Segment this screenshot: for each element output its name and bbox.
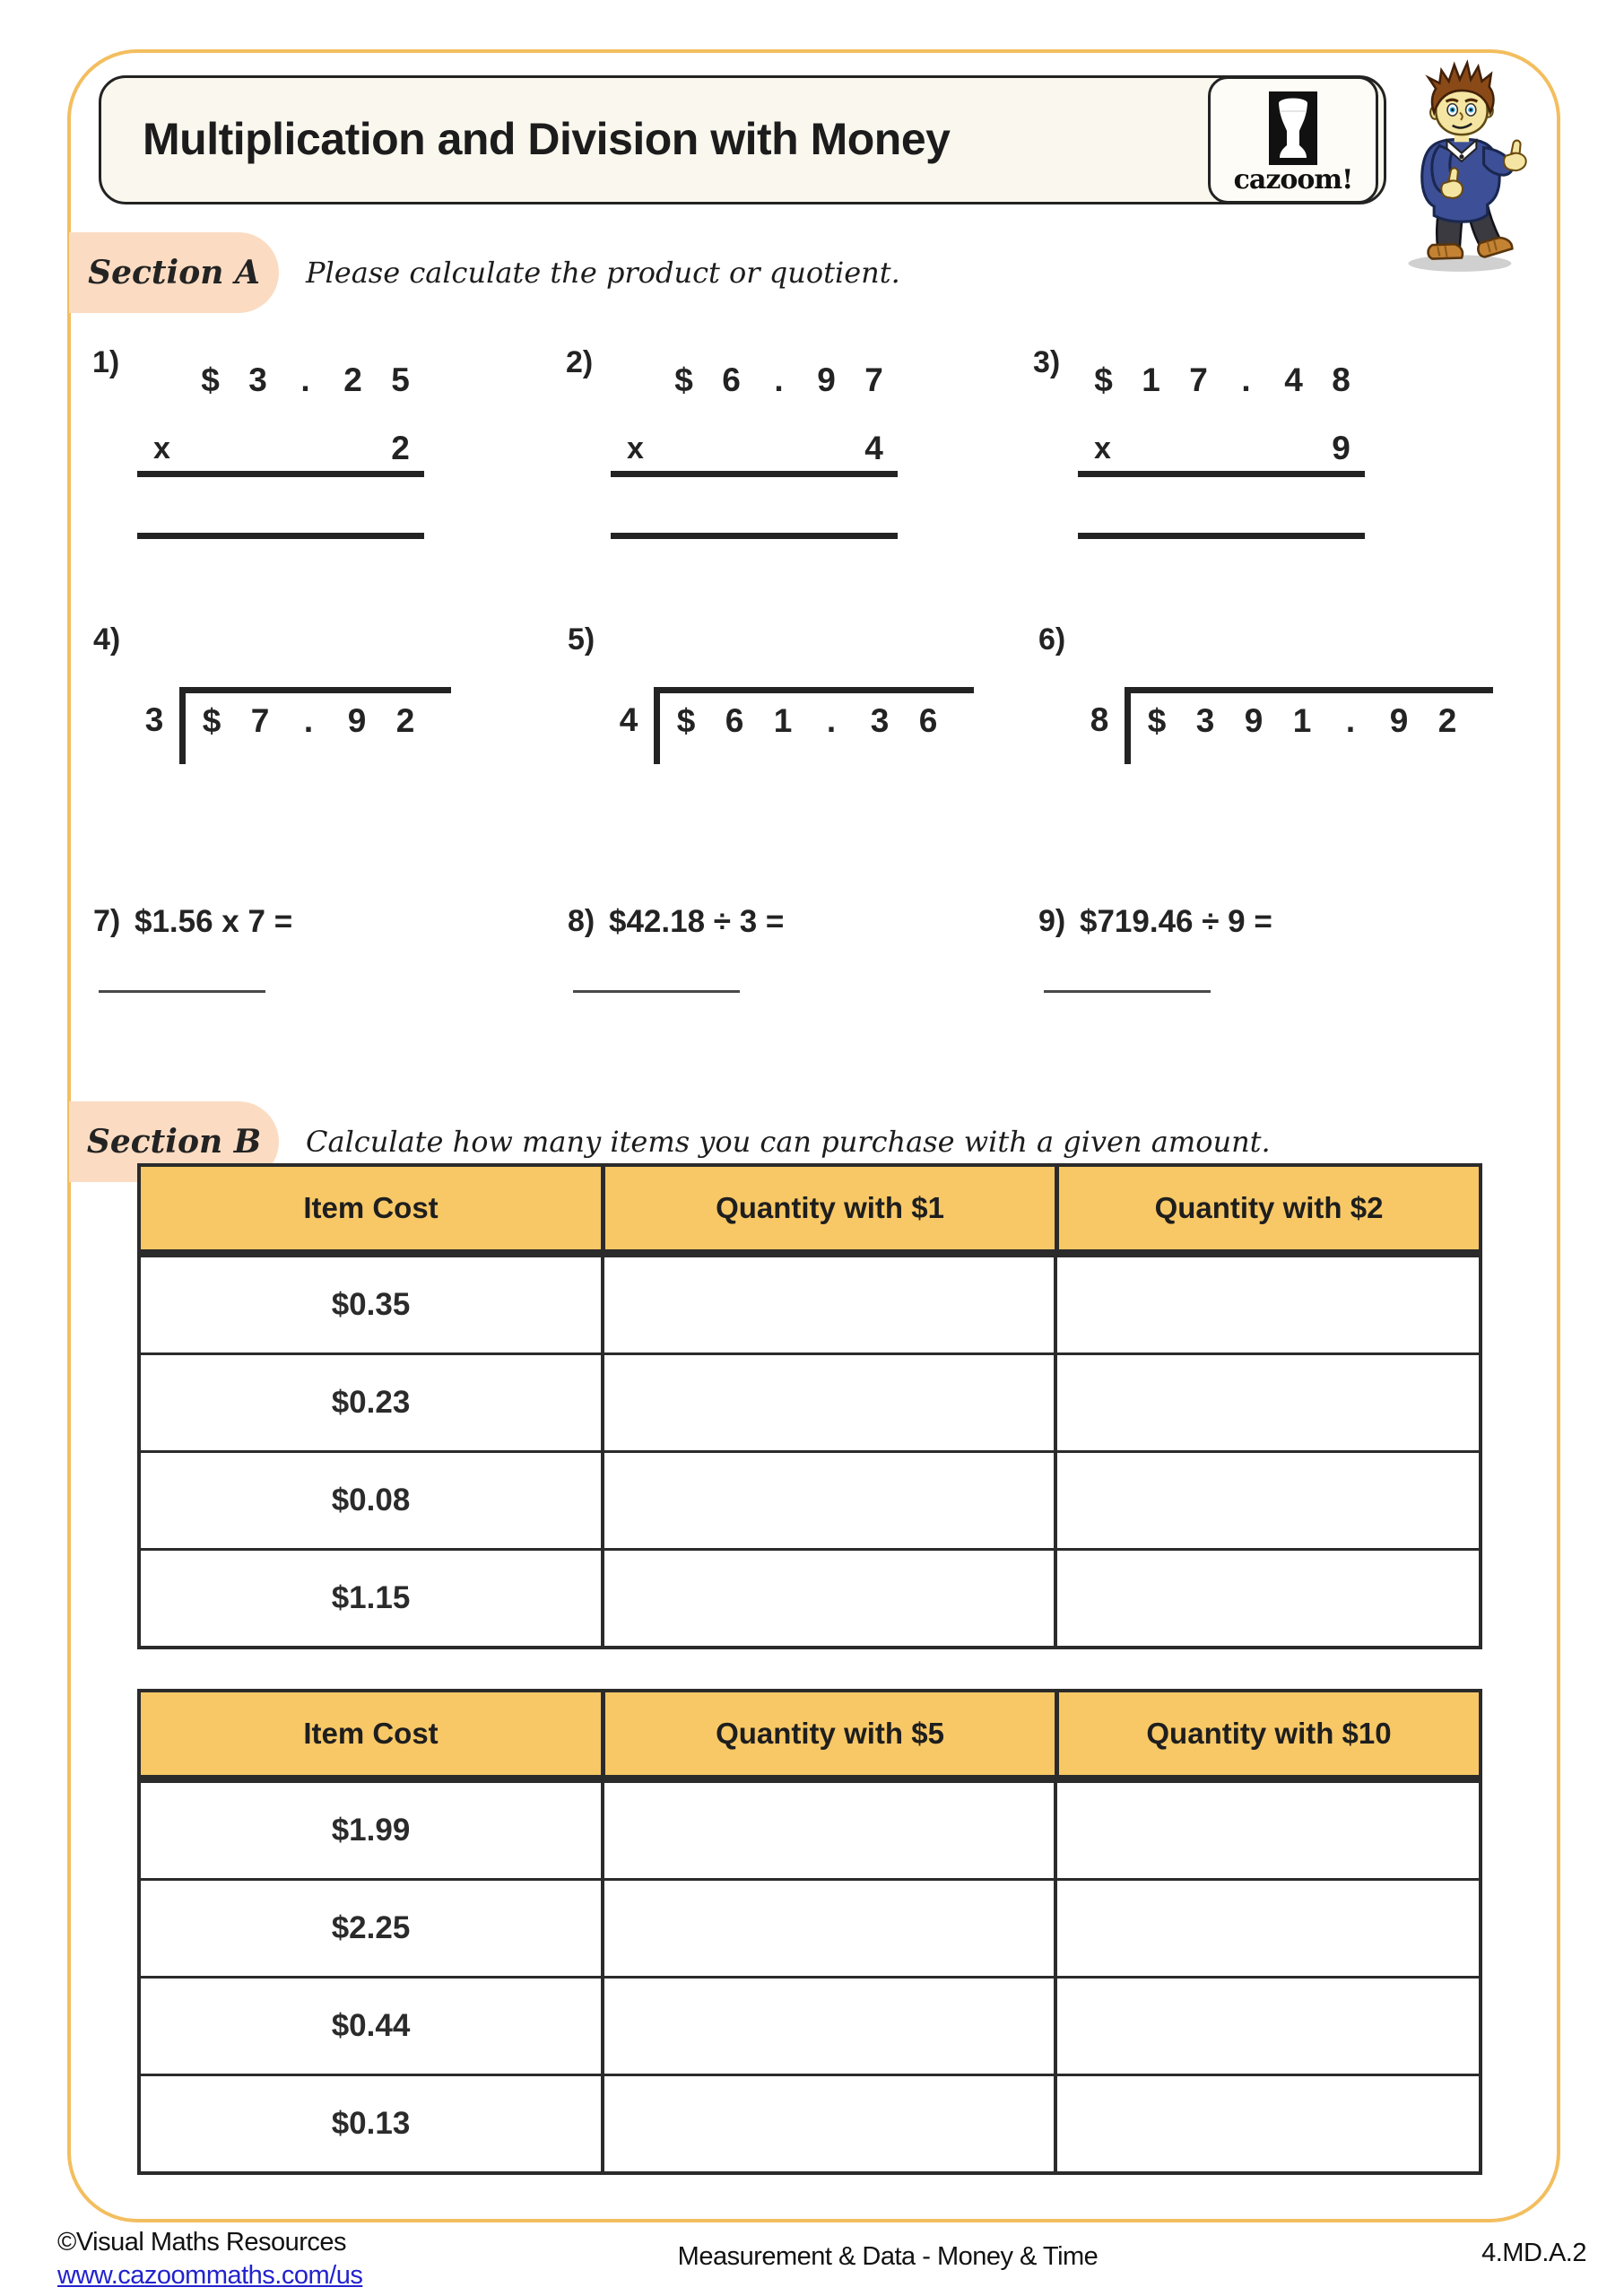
digit: 1 [773,702,793,739]
multiply-sign: x [627,431,644,465]
digit: $ [1094,361,1113,398]
item-cost-cell: $1.99 [331,1813,411,1848]
digit: 9 [347,702,367,739]
copyright-text: ©Visual Maths Resources [57,2228,347,2257]
division-bracket [1125,687,1493,764]
multiplier-digit: 9 [1332,430,1350,466]
problem-6 [1038,622,1493,764]
divisor: 8 [1090,701,1109,738]
section-a-instruction: Please calculate the product or quotient. [306,256,900,290]
table-row [141,1878,1479,1976]
problem-number: 8) [568,904,595,938]
digit: 9 [1389,702,1409,739]
table-row [141,2074,1479,2171]
problem-7 [93,904,293,939]
multiplicand-row [137,360,424,401]
problem-number: 9) [1038,904,1066,938]
problem-number: 4) [93,622,121,657]
division-bracket [654,687,974,764]
purchase-table-1 [137,1163,1482,1649]
answer-cell [1054,1551,1479,1646]
digit: 9 [1244,702,1264,739]
multiplication-layout [1078,360,1365,539]
multiply-sign: x [153,431,170,465]
answer-cell [1054,1453,1479,1548]
digit: 7 [250,702,270,739]
column-header: Item Cost [303,1717,439,1750]
answer-cell [1054,1783,1479,1878]
digit: 2 [343,361,362,398]
item-cost-cell: $1.15 [331,1580,411,1615]
digit: $ [674,361,693,398]
digit: 2 [1437,702,1457,739]
multiplicand-row [611,360,898,401]
digit: 8 [1332,361,1350,398]
answer-cell [1054,1881,1479,1976]
problem-number: 2) [566,345,594,379]
digit: 6 [918,702,938,739]
answer-cell [601,1453,1054,1548]
digit: . [300,361,310,398]
digit: 7 [1189,361,1208,398]
table-row [141,1255,1479,1352]
digit: 3 [248,361,267,398]
problem-3 [1033,345,1367,539]
table-row [141,1548,1479,1646]
division-bracket [179,687,451,764]
item-cost-cell: $0.44 [331,2008,411,2043]
digit: 1 [1292,702,1312,739]
answer-line [137,471,424,477]
item-cost-cell: $0.35 [331,1287,411,1322]
answer-cell [601,1783,1054,1878]
table-header-row [141,1692,1479,1780]
expression: $719.46 ÷ 9 = [1080,904,1272,939]
item-cost-cell: $0.13 [331,2106,411,2141]
answer-line [1044,990,1211,993]
multiplier-digit: 2 [391,430,410,466]
problem-5 [568,622,974,764]
divisor: 4 [619,701,638,738]
answer-cell [601,2076,1054,2171]
expression: $1.56 x 7 = [135,904,293,939]
multiplication-layout [611,360,898,539]
cazoom-drum-icon [1269,91,1317,165]
problem-2 [566,345,899,539]
digit: 4 [1284,361,1303,398]
answer-line [611,471,898,477]
long-division-layout [604,687,974,764]
item-cost-cell: $2.25 [331,1910,411,1945]
answer-line [1078,533,1365,539]
problem-9 [1038,904,1272,939]
section-b-instruction: Calculate how many items you can purchase with a given amount. [306,1125,1271,1159]
digit: $ [201,361,220,398]
multiplication-layout [137,360,424,539]
section-b-label-text: Section B [86,1123,262,1161]
answer-line [99,990,265,993]
answer-cell [601,1979,1054,2074]
digit: 7 [864,361,883,398]
section-a-label-text: Section A [88,254,260,291]
answer-cell [601,1551,1054,1646]
item-cost-cell: $0.23 [331,1385,411,1420]
digit: . [826,702,837,739]
digit: $ [676,702,696,739]
answer-cell [1054,1257,1479,1352]
column-header: Item Cost [303,1191,439,1224]
answer-line [1078,471,1365,477]
answer-line [611,533,898,539]
table-row [141,1780,1479,1878]
answer-line [137,533,424,539]
digit: 6 [725,702,744,739]
digit: 9 [817,361,836,398]
column-header: Quantity with $10 [1055,1692,1479,1775]
answer-cell [601,1257,1054,1352]
multiply-sign: x [1094,431,1111,465]
answer-cell [601,1355,1054,1450]
problem-number: 1) [92,345,120,379]
multiplier-digit: 4 [864,430,883,466]
long-division-layout [129,687,451,764]
digit: . [1345,702,1356,739]
cazoom-logo-text: cazoom! [1233,164,1353,196]
problem-number: 3) [1033,345,1061,379]
long-division-layout [1074,687,1493,764]
table-row [141,1352,1479,1450]
digit: 5 [391,361,410,398]
footer-category: Measurement & Data - Money & Time [677,2242,1099,2271]
digit: 2 [395,702,415,739]
column-header: Quantity with $5 [601,1692,1055,1775]
problem-1 [92,345,426,539]
boy-mascot-illustration [1392,57,1535,274]
digit: $ [1147,702,1167,739]
answer-line [573,990,740,993]
table-row [141,1450,1479,1548]
purchase-table-2 [137,1689,1482,2175]
multiplier-row [1078,428,1365,469]
standard-code: 4.MD.A.2 [1481,2239,1586,2267]
problem-number: 5) [568,622,595,657]
cazoom-logo [1208,76,1378,204]
section-a-label [69,232,279,313]
problem-8 [568,904,785,939]
divisor: 3 [144,701,164,738]
problem-4 [93,622,451,764]
page-title: Multiplication and Division with Money [143,114,951,164]
column-header: Quantity with $1 [601,1167,1055,1249]
website-link[interactable]: www.cazoommaths.com/us [57,2261,363,2290]
answer-cell [601,1881,1054,1976]
answer-cell [1054,1355,1479,1450]
footer-left [57,2226,362,2292]
multiplicand-row [1078,360,1365,401]
digit: 1 [1142,361,1160,398]
multiplier-row [137,428,424,469]
answer-cell [1054,2076,1479,2171]
multiplier-row [611,428,898,469]
table-row [141,1976,1479,2074]
answer-cell [1054,1979,1479,2074]
table-header-row [141,1167,1479,1255]
item-cost-cell: $0.08 [331,1483,411,1518]
digit: 3 [870,702,890,739]
digit: . [303,702,314,739]
digit: 3 [1195,702,1215,739]
title-box [99,75,1386,204]
digit: . [1241,361,1251,398]
problem-number: 6) [1038,622,1066,657]
problem-number: 7) [93,904,121,938]
digit: . [774,361,784,398]
digit: 6 [722,361,741,398]
expression: $42.18 ÷ 3 = [609,904,785,939]
column-header: Quantity with $2 [1055,1167,1479,1249]
digit: $ [202,702,221,739]
